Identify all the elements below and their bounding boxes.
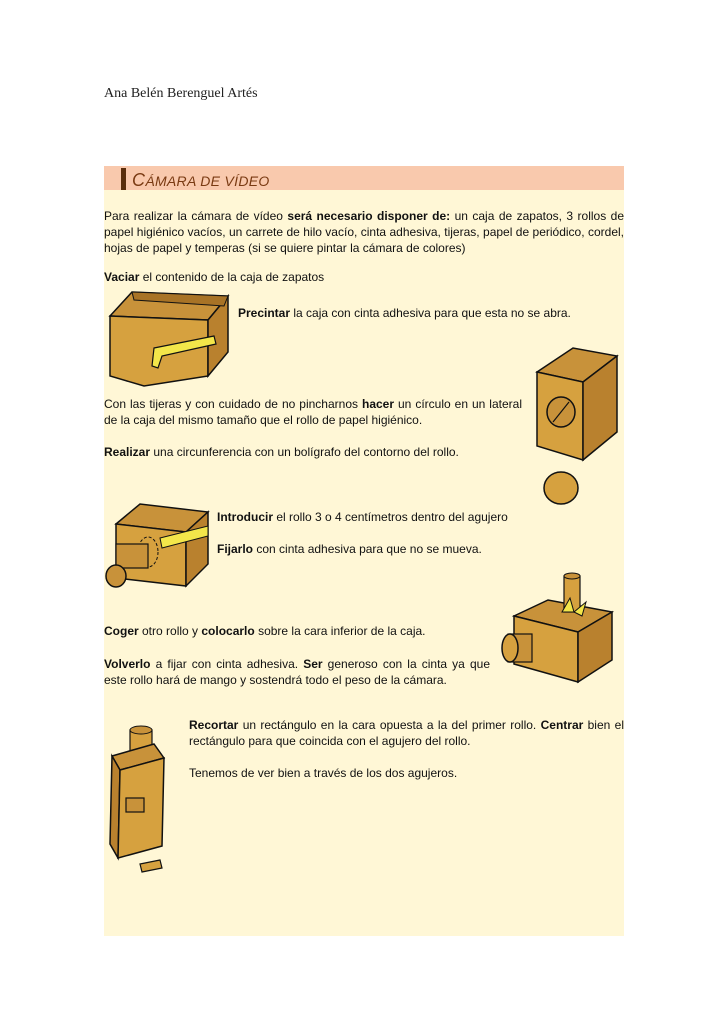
step-precintar [238, 305, 571, 321]
title-marker [121, 168, 126, 190]
intro-text: Para realizar la cámara de vídeo [104, 209, 288, 223]
open-box-tape-illustration [104, 286, 230, 388]
box-circle-illustration [533, 342, 623, 510]
title-rest: ÁMARA DE VÍDEO [145, 173, 270, 189]
intro-text-end: un caja de zapatos, 3 rollos de papel higiénico vacíos, un carrete de hilo vacío, cinta adhesiva, tijeras, papel de periódico, cordel, hojas de papel y temperas (si se quiere pintar la cámara de colores) [104, 209, 624, 255]
author-name: Ana Belén Berenguel Artés [104, 86, 258, 101]
step-recortar-verb: Recortar [189, 718, 239, 732]
intro-paragraph [104, 208, 624, 256]
step-introducir-verb: Introducir [217, 510, 273, 524]
step-centrar-verb: Centrar [540, 718, 584, 732]
step-tenemos: Tenemos de ver bien a través de los dos agujeros. [189, 766, 458, 780]
step-hacer-text-end: un círculo en un lateral de la caja del mismo tamaño que el rollo de papel higiénico. [104, 397, 522, 427]
step-vaciar-text: el contenido de la caja de zapatos [139, 270, 325, 284]
step-fijarlo-text: con cinta adhesiva para que no se mueva. [253, 542, 482, 556]
step-colocarlo-verb: colocarlo [201, 624, 255, 638]
step-introducir-text: el rollo 3 o 4 centímetros dentro del agujero [273, 510, 508, 524]
section-title [132, 170, 270, 191]
step-coger-text-end: sobre la cara inferior de la caja. [254, 624, 426, 638]
step-realizar [104, 444, 459, 460]
step-recortar-text: un rectángulo en la cara opuesta a la del primer rollo. [238, 718, 541, 732]
intro-bold: será necesario disponer de: [287, 209, 451, 223]
step-coger-text: otro rollo y [138, 624, 202, 638]
step-introducir [217, 509, 508, 525]
box-rectangle-illustration [104, 714, 178, 880]
step-volverlo-text: a fijar con cinta adhesiva. [150, 657, 304, 671]
step-precintar-verb: Precintar [238, 306, 291, 320]
step-fijarlo-verb: Fijarlo [217, 542, 254, 556]
step-hacer-text: Con las tijeras y con cuidado de no pincharnos [104, 397, 362, 411]
step-vaciar [104, 269, 324, 285]
step-recortar [189, 717, 624, 749]
step-fijarlo [217, 541, 482, 557]
box-roll-illustration [104, 500, 212, 592]
step-volverlo-verb: Volverlo [104, 657, 151, 671]
step-hacer [104, 396, 522, 428]
step-precintar-text: la caja con cinta adhesiva para que esta no se abra. [290, 306, 571, 320]
step-recortar-text-end: bien el rectángulo para que coincida con el agujero del rollo. [189, 718, 625, 748]
step-coger-verb: Coger [104, 624, 139, 638]
step-coger [104, 623, 426, 639]
step-volverlo-text-end: generoso con la cinta ya que este rollo hará de mango y sostendrá todo el peso de la cámara. [104, 657, 490, 687]
box-handle-illustration [500, 572, 620, 688]
step-ser-verb: Ser [303, 657, 323, 671]
step-volverlo [104, 656, 490, 688]
title-initial: C [132, 170, 146, 190]
step-hacer-verb: hacer [361, 397, 395, 411]
step-vaciar-verb: Vaciar [104, 270, 140, 284]
step-realizar-verb: Realizar [104, 445, 151, 459]
step-realizar-text: una circunferencia con un bolígrafo del contorno del rollo. [150, 445, 459, 459]
